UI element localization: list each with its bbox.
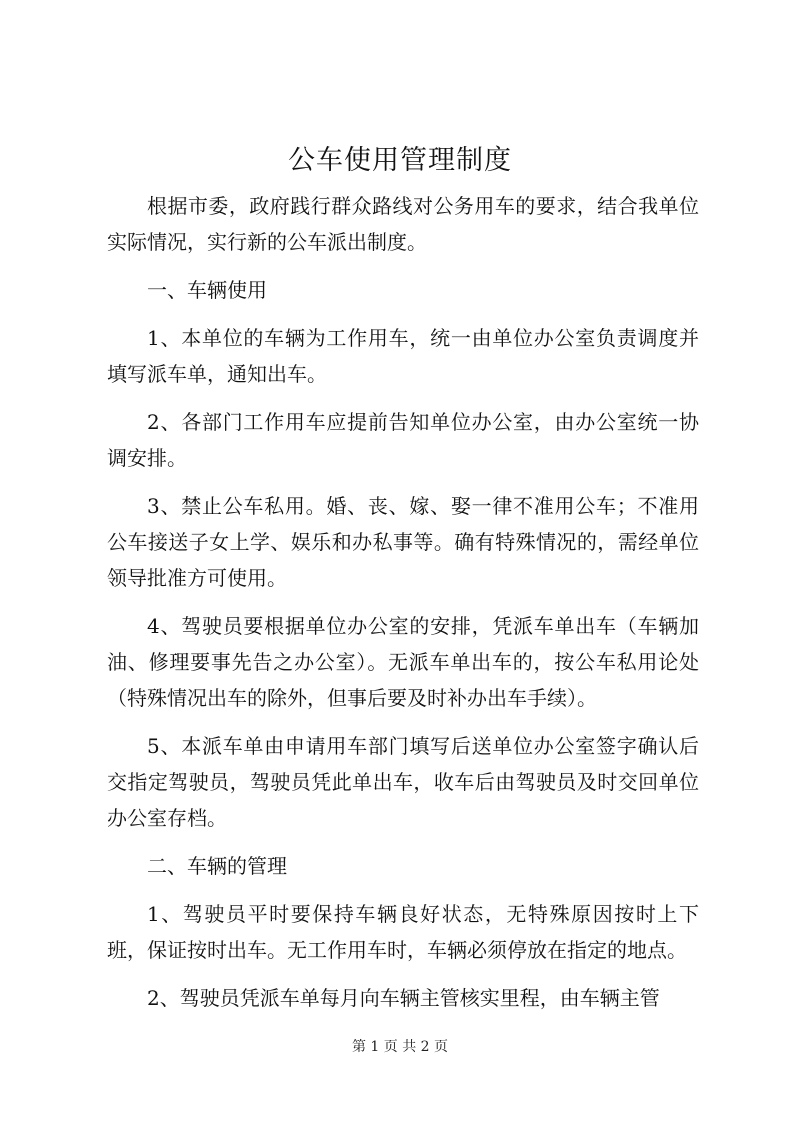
document-body [107,188,699,1016]
paragraph: 5、本派车单由申请用车部门填写后送单位办公室签字确认后交指定驾驶员，驾驶员凭此单出车，收车后由驾驶员及时交回单位办公室存档。 [107,734,699,830]
paragraph: 1、驾驶员平时要保持车辆良好状态，无特殊原因按时上下班，保证按时出车。无工作用车时，车辆必须停放在指定的地点。 [107,902,699,962]
paragraph: 2、驾驶员凭派车单每月向车辆主管核实里程，由车辆主管 [147,986,660,1010]
paragraph: 1、本单位的车辆为工作用车，统一由单位办公室负责调度并填写派车单，通知出车。 [107,326,699,386]
paragraph: 3、禁止公车私用。婚、丧、嫁、娶一律不准用公车；不准用公车接送子女上学、娱乐和办私事等。确有特殊情况的，需经单位领导批准方可使用。 [107,494,699,590]
page-footer: 第 1 页 共 2 页 [351,1039,449,1055]
section-heading-vehicle-use: 一、车辆使用 [147,278,267,302]
document-title: 公车使用管理制度 [288,145,512,176]
paragraph: 4、驾驶员要根据单位办公室的安排，凭派车单出车（车辆加油、修理要事先告之办公室）。无派车单出车的，按公车私用论处（特殊情况出车的除外，但事后要及时补办出车手续）。 [107,614,699,710]
section-heading-vehicle-management: 二、车辆的管理 [147,854,287,878]
intro-paragraph: 根据市委，政府践行群众路线对公务用车的要求，结合我单位实际情况，实行新的公车派出制度。 [107,194,699,254]
paragraph: 2、各部门工作用车应提前告知单位办公室，由办公室统一协调安排。 [107,410,699,470]
